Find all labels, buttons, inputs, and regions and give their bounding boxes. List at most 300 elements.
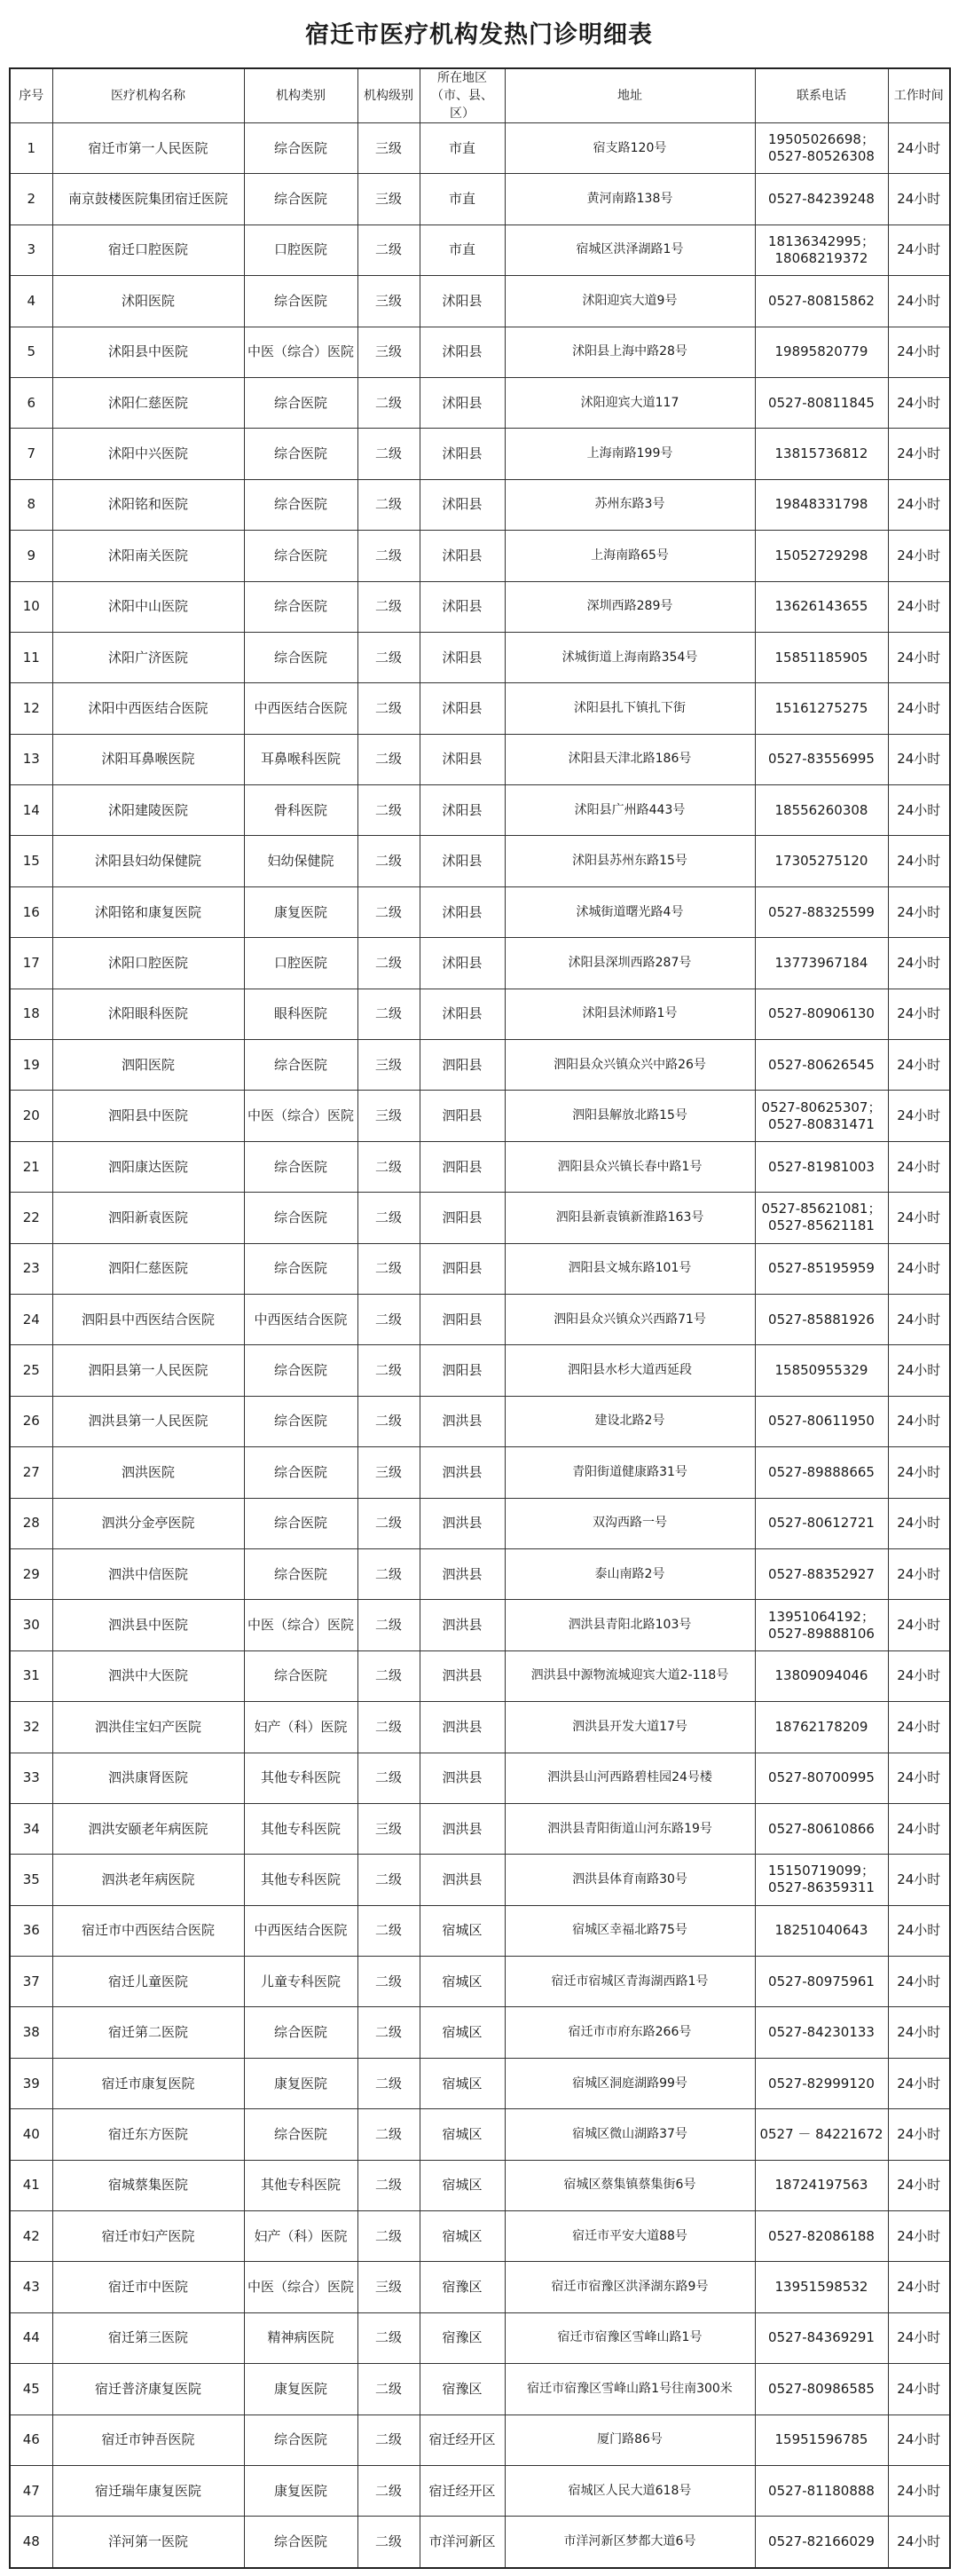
cell-level: 三级 bbox=[357, 123, 420, 174]
cell-address: 上海南路65号 bbox=[505, 531, 755, 581]
cell-hospital-name: 宿迁市钟吾医院 bbox=[52, 2415, 244, 2465]
header-row bbox=[10, 68, 950, 123]
cell-category: 康复医院 bbox=[244, 2465, 357, 2516]
cell-address: 宿城区蔡集镇蔡集街6号 bbox=[505, 2160, 755, 2210]
cell-level: 二级 bbox=[357, 1243, 420, 1294]
cell-level: 二级 bbox=[357, 1650, 420, 1701]
cell-level: 二级 bbox=[357, 2058, 420, 2108]
cell-index: 22 bbox=[10, 1193, 52, 1243]
cell-index: 1 bbox=[10, 123, 52, 174]
cell-region: 宿迁经开区 bbox=[420, 2465, 505, 2516]
cell-phone: 0527-84239248 bbox=[755, 174, 888, 225]
cell-region: 沭阳县 bbox=[420, 531, 505, 581]
cell-category: 综合医院 bbox=[244, 377, 357, 428]
cell-hospital-name: 宿迁市第一人民医院 bbox=[52, 123, 244, 174]
cell-address: 青阳街道健康路31号 bbox=[505, 1447, 755, 1498]
cell-hours: 24小时 bbox=[888, 785, 950, 836]
header-phone: 联系电话 bbox=[755, 68, 888, 123]
cell-hospital-name: 宿迁口腔医院 bbox=[52, 225, 244, 275]
cell-phone: 15161275275 bbox=[755, 683, 888, 734]
cell-level: 二级 bbox=[357, 2160, 420, 2210]
cell-index: 20 bbox=[10, 1091, 52, 1141]
cell-region: 沭阳县 bbox=[420, 886, 505, 937]
cell-hospital-name: 泗洪安颐老年病医院 bbox=[52, 1803, 244, 1854]
cell-level: 二级 bbox=[357, 1753, 420, 1803]
cell-category: 中西医结合医院 bbox=[244, 1905, 357, 1956]
cell-region: 泗阳县 bbox=[420, 1294, 505, 1344]
table-row bbox=[10, 683, 950, 734]
cell-address: 沭阳县广州路443号 bbox=[505, 785, 755, 836]
cell-address: 宿城区洞庭湖路99号 bbox=[505, 2058, 755, 2108]
cell-hospital-name: 沭阳中兴医院 bbox=[52, 429, 244, 479]
cell-hospital-name: 宿迁市中西医结合医院 bbox=[52, 1905, 244, 1956]
cell-index: 34 bbox=[10, 1803, 52, 1854]
cell-level: 二级 bbox=[357, 2517, 420, 2568]
cell-category: 精神病医院 bbox=[244, 2312, 357, 2363]
cell-category: 中医（综合）医院 bbox=[244, 1600, 357, 1650]
cell-address: 泗阳县新袁镇新淮路163号 bbox=[505, 1193, 755, 1243]
cell-index: 15 bbox=[10, 836, 52, 886]
cell-hospital-name: 沭阳口腔医院 bbox=[52, 938, 244, 989]
cell-hours: 24小时 bbox=[888, 1294, 950, 1344]
cell-region: 泗洪县 bbox=[420, 1753, 505, 1803]
table-row bbox=[10, 938, 950, 989]
cell-region: 宿城区 bbox=[420, 2058, 505, 2108]
cell-hospital-name: 沭阳眼科医院 bbox=[52, 989, 244, 1039]
table-row bbox=[10, 1091, 950, 1141]
cell-address: 宿迁市宿豫区雪峰山路1号 bbox=[505, 2312, 755, 2363]
cell-region: 泗阳县 bbox=[420, 1243, 505, 1294]
cell-hospital-name: 沭阳仁慈医院 bbox=[52, 377, 244, 428]
table-row bbox=[10, 2160, 950, 2210]
cell-hospital-name: 沭阳铭和康复医院 bbox=[52, 886, 244, 937]
cell-hours: 24小时 bbox=[888, 276, 950, 327]
cell-hospital-name: 沭阳广济医院 bbox=[52, 632, 244, 682]
cell-hospital-name: 沭阳中西医结合医院 bbox=[52, 683, 244, 734]
cell-index: 2 bbox=[10, 174, 52, 225]
cell-level: 二级 bbox=[357, 2007, 420, 2058]
cell-hospital-name: 沭阳南关医院 bbox=[52, 531, 244, 581]
cell-phone: 15052729298 bbox=[755, 531, 888, 581]
cell-phone: 0527-80612721 bbox=[755, 1498, 888, 1548]
cell-category: 综合医院 bbox=[244, 1396, 357, 1446]
cell-phone: 18556260308 bbox=[755, 785, 888, 836]
cell-region: 泗阳县 bbox=[420, 1040, 505, 1091]
cell-index: 28 bbox=[10, 1498, 52, 1548]
cell-level: 二级 bbox=[357, 938, 420, 989]
cell-level: 二级 bbox=[357, 2312, 420, 2363]
cell-category: 口腔医院 bbox=[244, 225, 357, 275]
cell-address: 泗阳县水杉大道西延段 bbox=[505, 1345, 755, 1396]
cell-address: 深圳西路289号 bbox=[505, 581, 755, 632]
cell-level: 二级 bbox=[357, 1141, 420, 1192]
cell-hospital-name: 沭阳铭和医院 bbox=[52, 479, 244, 530]
cell-hours: 24小时 bbox=[888, 377, 950, 428]
cell-level: 三级 bbox=[357, 1447, 420, 1498]
cell-region: 沭阳县 bbox=[420, 938, 505, 989]
table-row bbox=[10, 1345, 950, 1396]
cell-region: 宿豫区 bbox=[420, 2262, 505, 2312]
cell-hours: 24小时 bbox=[888, 989, 950, 1039]
cell-hospital-name: 泗洪医院 bbox=[52, 1447, 244, 1498]
cell-index: 37 bbox=[10, 1957, 52, 2007]
cell-address: 双沟西路一号 bbox=[505, 1498, 755, 1548]
cell-phone: 0527-80625307；0527-80831471 bbox=[755, 1091, 888, 1141]
cell-phone: 18136342995；18068219372 bbox=[755, 225, 888, 275]
cell-category: 中医（综合）医院 bbox=[244, 327, 357, 377]
cell-address: 泗阳县文城东路101号 bbox=[505, 1243, 755, 1294]
cell-region: 泗洪县 bbox=[420, 1600, 505, 1650]
cell-hours: 24小时 bbox=[888, 938, 950, 989]
cell-index: 27 bbox=[10, 1447, 52, 1498]
cell-index: 33 bbox=[10, 1753, 52, 1803]
cell-level: 二级 bbox=[357, 1294, 420, 1344]
cell-index: 44 bbox=[10, 2312, 52, 2363]
cell-hospital-name: 宿迁市妇产医院 bbox=[52, 2211, 244, 2262]
cell-hospital-name: 泗阳医院 bbox=[52, 1040, 244, 1091]
cell-level: 二级 bbox=[357, 886, 420, 937]
table-row bbox=[10, 734, 950, 784]
cell-phone: 18724197563 bbox=[755, 2160, 888, 2210]
cell-index: 3 bbox=[10, 225, 52, 275]
cell-hospital-name: 泗阳新袁医院 bbox=[52, 1193, 244, 1243]
cell-address: 泗洪县体育南路30号 bbox=[505, 1855, 755, 1905]
cell-region: 宿迁经开区 bbox=[420, 2415, 505, 2465]
cell-index: 35 bbox=[10, 1855, 52, 1905]
cell-phone: 0527-80815862 bbox=[755, 276, 888, 327]
cell-category: 其他专科医院 bbox=[244, 1803, 357, 1854]
cell-hours: 24小时 bbox=[888, 683, 950, 734]
table-row bbox=[10, 2465, 950, 2516]
cell-address: 沭阳迎宾大道9号 bbox=[505, 276, 755, 327]
cell-hours: 24小时 bbox=[888, 1905, 950, 1956]
cell-level: 二级 bbox=[357, 1600, 420, 1650]
cell-category: 综合医院 bbox=[244, 632, 357, 682]
cell-index: 43 bbox=[10, 2262, 52, 2312]
cell-index: 40 bbox=[10, 2109, 52, 2160]
cell-hospital-name: 宿城蔡集医院 bbox=[52, 2160, 244, 2210]
cell-level: 二级 bbox=[357, 2465, 420, 2516]
cell-region: 沭阳县 bbox=[420, 836, 505, 886]
cell-level: 二级 bbox=[357, 2109, 420, 2160]
cell-index: 4 bbox=[10, 276, 52, 327]
cell-address: 上海南路199号 bbox=[505, 429, 755, 479]
cell-hospital-name: 泗阳县第一人民医院 bbox=[52, 1345, 244, 1396]
cell-region: 沭阳县 bbox=[420, 581, 505, 632]
cell-category: 综合医院 bbox=[244, 1345, 357, 1396]
cell-hospital-name: 泗洪康肾医院 bbox=[52, 1753, 244, 1803]
cell-address: 泗阳县解放北路15号 bbox=[505, 1091, 755, 1141]
cell-phone: 0527-83556995 bbox=[755, 734, 888, 784]
cell-region: 宿城区 bbox=[420, 1905, 505, 1956]
cell-hours: 24小时 bbox=[888, 1753, 950, 1803]
cell-phone: 15850955329 bbox=[755, 1345, 888, 1396]
cell-region: 沭阳县 bbox=[420, 632, 505, 682]
cell-index: 42 bbox=[10, 2211, 52, 2262]
cell-category: 妇幼保健院 bbox=[244, 836, 357, 886]
cell-level: 二级 bbox=[357, 1498, 420, 1548]
cell-category: 综合医院 bbox=[244, 1193, 357, 1243]
cell-address: 厦门路86号 bbox=[505, 2415, 755, 2465]
cell-phone: 13951064192；0527-89888106 bbox=[755, 1600, 888, 1650]
cell-category: 眼科医院 bbox=[244, 989, 357, 1039]
cell-hours: 24小时 bbox=[888, 734, 950, 784]
table-row bbox=[10, 1193, 950, 1243]
cell-region: 沭阳县 bbox=[420, 276, 505, 327]
table-row bbox=[10, 2312, 950, 2363]
table-row bbox=[10, 2007, 950, 2058]
cell-region: 宿城区 bbox=[420, 2109, 505, 2160]
cell-index: 16 bbox=[10, 886, 52, 937]
cell-hours: 24小时 bbox=[888, 1957, 950, 2007]
cell-phone: 0527-88352927 bbox=[755, 1548, 888, 1599]
cell-level: 二级 bbox=[357, 1957, 420, 2007]
cell-hours: 24小时 bbox=[888, 2262, 950, 2312]
cell-category: 其他专科医院 bbox=[244, 2160, 357, 2210]
cell-phone: 15851185905 bbox=[755, 632, 888, 682]
cell-hospital-name: 宿迁第三医院 bbox=[52, 2312, 244, 2363]
cell-index: 5 bbox=[10, 327, 52, 377]
cell-level: 二级 bbox=[357, 1905, 420, 1956]
cell-hours: 24小时 bbox=[888, 1040, 950, 1091]
table-row bbox=[10, 174, 950, 225]
cell-region: 泗阳县 bbox=[420, 1345, 505, 1396]
cell-hospital-name: 泗阳仁慈医院 bbox=[52, 1243, 244, 1294]
cell-category: 综合医院 bbox=[244, 1243, 357, 1294]
cell-index: 36 bbox=[10, 1905, 52, 1956]
table-row bbox=[10, 1702, 950, 1753]
cell-level: 二级 bbox=[357, 479, 420, 530]
cell-phone: 0527-85195959 bbox=[755, 1243, 888, 1294]
cell-hours: 24小时 bbox=[888, 1141, 950, 1192]
cell-hours: 24小时 bbox=[888, 1345, 950, 1396]
cell-level: 二级 bbox=[357, 683, 420, 734]
table-row bbox=[10, 886, 950, 937]
cell-hours: 24小时 bbox=[888, 1548, 950, 1599]
cell-index: 19 bbox=[10, 1040, 52, 1091]
cell-level: 二级 bbox=[357, 531, 420, 581]
table-row bbox=[10, 276, 950, 327]
cell-index: 41 bbox=[10, 2160, 52, 2210]
cell-phone: 0527-80700995 bbox=[755, 1753, 888, 1803]
cell-index: 25 bbox=[10, 1345, 52, 1396]
table-row bbox=[10, 989, 950, 1039]
cell-level: 二级 bbox=[357, 1396, 420, 1446]
cell-region: 泗洪县 bbox=[420, 1396, 505, 1446]
cell-address: 泗洪县开发大道17号 bbox=[505, 1702, 755, 1753]
cell-region: 泗洪县 bbox=[420, 1855, 505, 1905]
cell-phone: 19895820779 bbox=[755, 327, 888, 377]
table-row bbox=[10, 1650, 950, 1701]
cell-address: 泗洪县青阳街道山河东路19号 bbox=[505, 1803, 755, 1854]
table-row bbox=[10, 1803, 950, 1854]
cell-phone: 0527-81180888 bbox=[755, 2465, 888, 2516]
cell-hospital-name: 泗洪佳宝妇产医院 bbox=[52, 1702, 244, 1753]
cell-hours: 24小时 bbox=[888, 531, 950, 581]
cell-index: 46 bbox=[10, 2415, 52, 2465]
cell-hours: 24小时 bbox=[888, 2211, 950, 2262]
cell-hours: 24小时 bbox=[888, 2058, 950, 2108]
cell-phone: 19505026698；0527-80526308 bbox=[755, 123, 888, 174]
cell-region: 泗洪县 bbox=[420, 1548, 505, 1599]
cell-category: 康复医院 bbox=[244, 886, 357, 937]
header-category: 机构类别 bbox=[244, 68, 357, 123]
cell-phone: 0527-80626545 bbox=[755, 1040, 888, 1091]
table-row bbox=[10, 1294, 950, 1344]
cell-hospital-name: 沭阳县妇幼保健院 bbox=[52, 836, 244, 886]
cell-hours: 24小时 bbox=[888, 1803, 950, 1854]
cell-level: 二级 bbox=[357, 632, 420, 682]
cell-hospital-name: 沭阳中山医院 bbox=[52, 581, 244, 632]
cell-address: 宿迁市平安大道88号 bbox=[505, 2211, 755, 2262]
table-row bbox=[10, 2415, 950, 2465]
cell-index: 38 bbox=[10, 2007, 52, 2058]
cell-address: 沭阳县沭师路1号 bbox=[505, 989, 755, 1039]
cell-region: 泗洪县 bbox=[420, 1650, 505, 1701]
cell-region: 沭阳县 bbox=[420, 327, 505, 377]
cell-level: 二级 bbox=[357, 581, 420, 632]
cell-phone: 0527-84230133 bbox=[755, 2007, 888, 2058]
table-row bbox=[10, 123, 950, 174]
table-row bbox=[10, 1600, 950, 1650]
table-row bbox=[10, 1855, 950, 1905]
cell-region: 沭阳县 bbox=[420, 683, 505, 734]
cell-region: 市直 bbox=[420, 225, 505, 275]
cell-region: 宿豫区 bbox=[420, 2312, 505, 2363]
cell-level: 二级 bbox=[357, 785, 420, 836]
cell-level: 三级 bbox=[357, 276, 420, 327]
cell-level: 二级 bbox=[357, 225, 420, 275]
cell-address: 沭城街道曙光路4号 bbox=[505, 886, 755, 937]
cell-level: 二级 bbox=[357, 734, 420, 784]
cell-address: 市洋河新区梦都大道6号 bbox=[505, 2517, 755, 2568]
table-row bbox=[10, 581, 950, 632]
cell-phone: 0527-82166029 bbox=[755, 2517, 888, 2568]
cell-level: 二级 bbox=[357, 2415, 420, 2465]
cell-level: 三级 bbox=[357, 174, 420, 225]
cell-category: 康复医院 bbox=[244, 2364, 357, 2415]
cell-level: 二级 bbox=[357, 836, 420, 886]
cell-category: 儿童专科医院 bbox=[244, 1957, 357, 2007]
cell-hours: 24小时 bbox=[888, 2415, 950, 2465]
cell-level: 二级 bbox=[357, 1855, 420, 1905]
cell-level: 二级 bbox=[357, 1702, 420, 1753]
table-row bbox=[10, 2058, 950, 2108]
cell-address: 宿城区幸福北路75号 bbox=[505, 1905, 755, 1956]
table-row bbox=[10, 785, 950, 836]
cell-hospital-name: 泗洪县第一人民医院 bbox=[52, 1396, 244, 1446]
cell-address: 泗洪县青阳北路103号 bbox=[505, 1600, 755, 1650]
cell-address: 宿城区人民大道618号 bbox=[505, 2465, 755, 2516]
cell-address: 泗洪县中源物流城迎宾大道2-118号 bbox=[505, 1650, 755, 1701]
cell-hours: 24小时 bbox=[888, 225, 950, 275]
cell-index: 39 bbox=[10, 2058, 52, 2108]
table-row bbox=[10, 2109, 950, 2160]
cell-hours: 24小时 bbox=[888, 1243, 950, 1294]
header-region: 所在地区（市、县、区） bbox=[420, 68, 505, 123]
cell-category: 综合医院 bbox=[244, 1447, 357, 1498]
cell-hours: 24小时 bbox=[888, 1396, 950, 1446]
cell-hospital-name: 泗阳康达医院 bbox=[52, 1141, 244, 1192]
cell-category: 综合医院 bbox=[244, 429, 357, 479]
cell-level: 三级 bbox=[357, 1040, 420, 1091]
cell-phone: 13815736812 bbox=[755, 429, 888, 479]
header-index: 序号 bbox=[10, 68, 52, 123]
cell-region: 宿豫区 bbox=[420, 2364, 505, 2415]
cell-category: 耳鼻喉科医院 bbox=[244, 734, 357, 784]
cell-level: 二级 bbox=[357, 1345, 420, 1396]
cell-hospital-name: 泗洪中信医院 bbox=[52, 1548, 244, 1599]
cell-hospital-name: 宿迁市康复医院 bbox=[52, 2058, 244, 2108]
cell-phone: 13773967184 bbox=[755, 938, 888, 989]
cell-category: 综合医院 bbox=[244, 2007, 357, 2058]
table-row bbox=[10, 377, 950, 428]
cell-region: 市洋河新区 bbox=[420, 2517, 505, 2568]
table-body bbox=[10, 123, 950, 2568]
cell-phone: 0527-82999120 bbox=[755, 2058, 888, 2108]
cell-hours: 24小时 bbox=[888, 1447, 950, 1498]
cell-phone: 0527-80906130 bbox=[755, 989, 888, 1039]
cell-index: 11 bbox=[10, 632, 52, 682]
cell-region: 宿城区 bbox=[420, 2211, 505, 2262]
cell-index: 21 bbox=[10, 1141, 52, 1192]
cell-phone: 0527-81981003 bbox=[755, 1141, 888, 1192]
cell-category: 综合医院 bbox=[244, 1650, 357, 1701]
cell-phone: 18762178209 bbox=[755, 1702, 888, 1753]
cell-category: 综合医院 bbox=[244, 174, 357, 225]
table-row bbox=[10, 1957, 950, 2007]
table-row bbox=[10, 2364, 950, 2415]
cell-region: 泗阳县 bbox=[420, 1091, 505, 1141]
cell-phone: 0527 － 84221672 bbox=[755, 2109, 888, 2160]
cell-address: 沭阳县苏州东路15号 bbox=[505, 836, 755, 886]
cell-hospital-name: 宿迁东方医院 bbox=[52, 2109, 244, 2160]
table-row bbox=[10, 1040, 950, 1091]
cell-index: 14 bbox=[10, 785, 52, 836]
cell-address: 沭阳县上海中路28号 bbox=[505, 327, 755, 377]
page-title: 宿迁市医疗机构发热门诊明细表 bbox=[305, 21, 653, 49]
cell-hours: 24小时 bbox=[888, 123, 950, 174]
cell-hospital-name: 宿迁儿童医院 bbox=[52, 1957, 244, 2007]
cell-hospital-name: 泗阳县中医院 bbox=[52, 1091, 244, 1141]
cell-address: 宿迁市市府东路266号 bbox=[505, 2007, 755, 2058]
cell-level: 二级 bbox=[357, 1193, 420, 1243]
cell-region: 泗阳县 bbox=[420, 1193, 505, 1243]
cell-phone: 17305275120 bbox=[755, 836, 888, 886]
cell-category: 康复医院 bbox=[244, 2058, 357, 2108]
cell-address: 黄河南路138号 bbox=[505, 174, 755, 225]
cell-hours: 24小时 bbox=[888, 174, 950, 225]
cell-hours: 24小时 bbox=[888, 2312, 950, 2363]
cell-category: 综合医院 bbox=[244, 1498, 357, 1548]
cell-level: 三级 bbox=[357, 1091, 420, 1141]
cell-address: 泗阳县众兴镇众兴西路71号 bbox=[505, 1294, 755, 1344]
table-row bbox=[10, 1905, 950, 1956]
cell-phone: 0527-84369291 bbox=[755, 2312, 888, 2363]
cell-phone: 13626143655 bbox=[755, 581, 888, 632]
cell-region: 沭阳县 bbox=[420, 785, 505, 836]
cell-phone: 0527-85881926 bbox=[755, 1294, 888, 1344]
cell-level: 二级 bbox=[357, 429, 420, 479]
cell-phone: 0527-89888665 bbox=[755, 1447, 888, 1498]
cell-phone: 0527-80610866 bbox=[755, 1803, 888, 1854]
cell-hours: 24小时 bbox=[888, 2160, 950, 2210]
cell-index: 26 bbox=[10, 1396, 52, 1446]
cell-hours: 24小时 bbox=[888, 2517, 950, 2568]
header-level: 机构级别 bbox=[357, 68, 420, 123]
cell-hours: 24小时 bbox=[888, 1855, 950, 1905]
cell-index: 18 bbox=[10, 989, 52, 1039]
